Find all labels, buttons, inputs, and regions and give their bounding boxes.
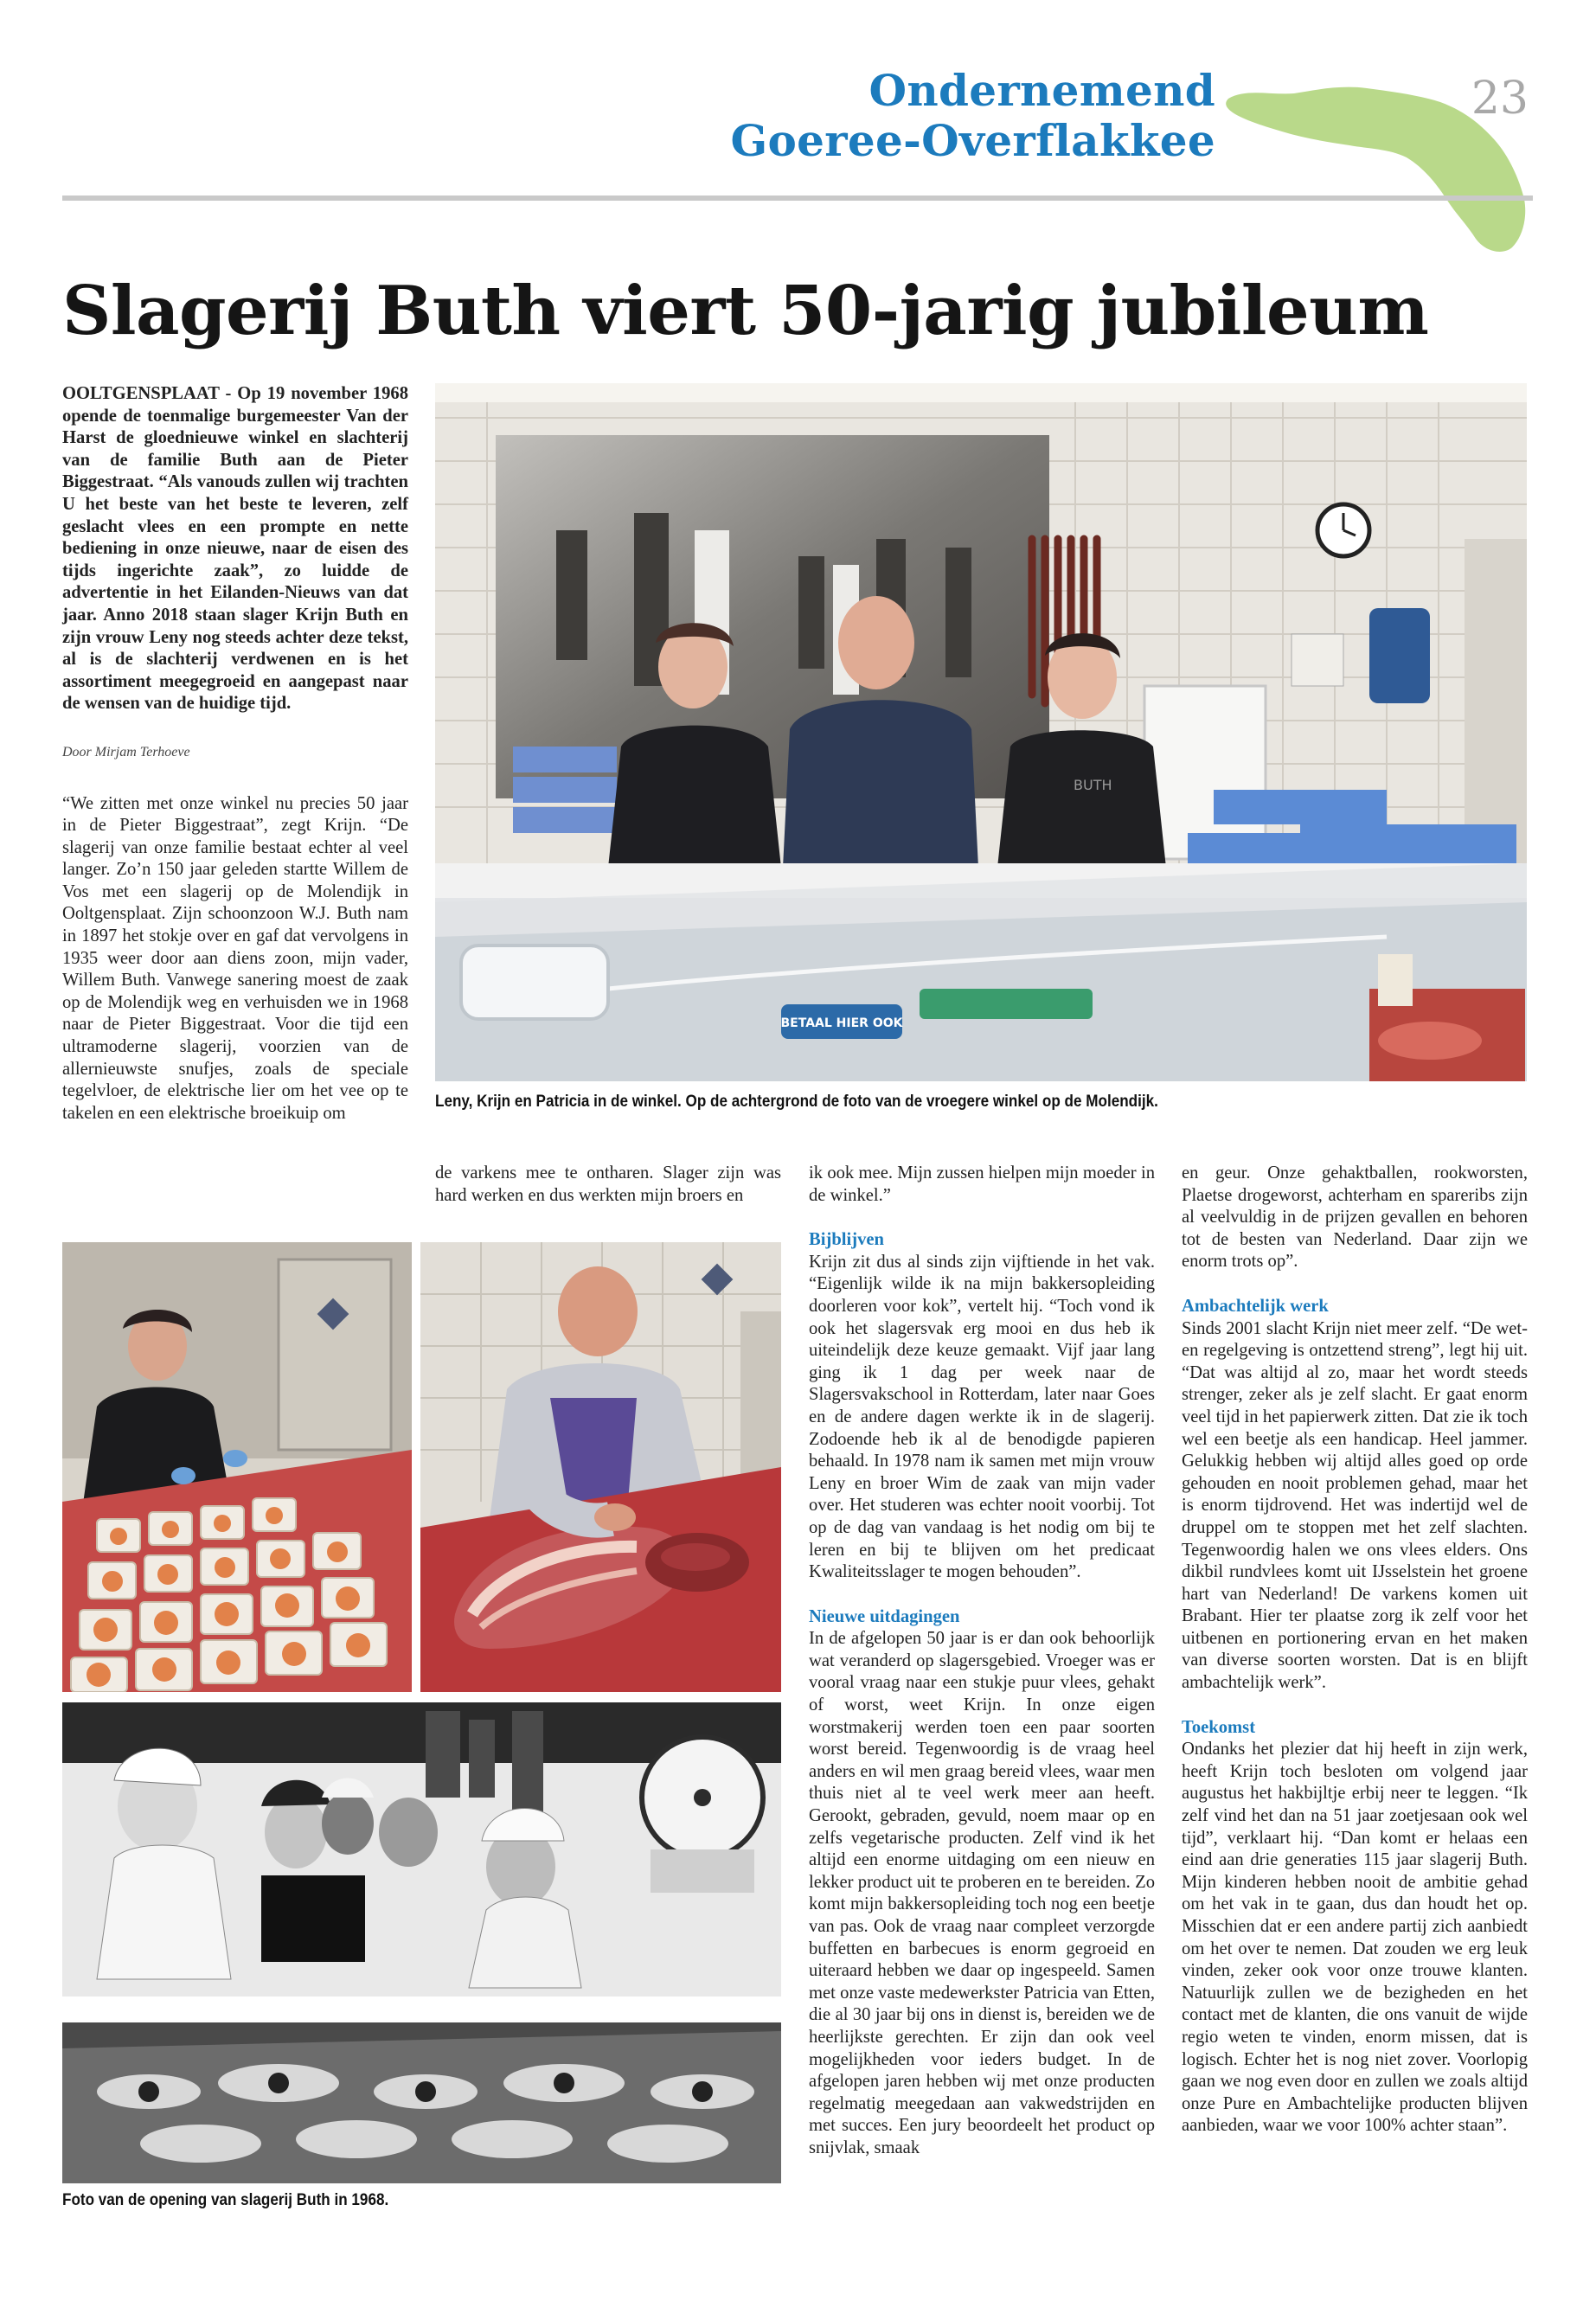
subhead-toekomst: Toekomst (1182, 1717, 1256, 1737)
header-divider (62, 195, 1533, 201)
main-photo-shop-interior (435, 383, 1527, 1081)
body-paragraph: “We zitten met onze winkel nu precies 50 jaar in de Pieter Biggestraat”, zegt Krijn. “De slagerij van onze familie bestaat echter al veel langer. Zo’n 150 jaar geleden startte Willem de Vos met een slagerij op de Molendijk in Ooltgensplaat. Zijn schoonzoon W.J. Buth nam in 1897 het stokje over en gaf dat vervolgens in 1935 weer door aan diens zoon, mijn vader, Willem Buth. Vanwege sanering moest de zaak op de Molendijk weg en verhuisden we in 1968 naar de Pieter Biggestraat. Voor die tijd een ultramoderne slagerij, voorzien van de allernieuwste snufjes, zoals de speciale tegelvloer, de elektrische lier om het vee op te takelen en een elektrische broeikuip om (62, 793, 408, 1123)
body-paragraph: Ondanks het plezier dat hij heeft in zijn werk, heeft Krijn toch besloten om volgend jaar augustus het hakbijltje erbij neer te leggen. “Ik zelf vind het dan na 51 jaar zoetjesaan ook wel tijd”, verklaart hij. “Dan komt er helaas een eind aan drie generaties 115 jaar slagerij Buth. Mijn kinderen hebben nooit de ambitie gehad om het vak in te gaan, dus dan houdt het op. Misschien dat er een andere partij zich aanbiedt om het over te nemen. Dat zouden we erg leuk vinden, zeker ook voor onze trouwe klanten. Natuurlijk zullen we de bezigheden en het contact met de klanten, die ons vanuit de wijde regio weten te vinden, enorm missen, dat is logisch. Echter het is nog niet zover. Voorlopig gaan we nog even door en zullen we zoals altijd onze Pure en Ambachtelijke producten blijven aanbieden, waar we voor 100% achter staan”. (1182, 1740, 1528, 2136)
body-paragraph: In de afgelopen 50 jaar is er dan ook behoorlijk wat veranderd op slagersgebied. Vroeger was er vooral vraag naar een stukje puur vlees, gehakt of worst, weet Krijn. In onze eigen worstmakerij werden toen een paar soorten worst bereid. Tegenwoordig is de vraag heel anders en wil men graag bereid vlees, waar men thuis niet al te veel werk meer aan heeft. Gerookt, gebraden, gevuld, noem maar op en zelfs vegetarische producten. Zelf vind ik het altijd een enorme uitdaging om een nieuw en lekker product uit te proberen en te bereiden. Zo komt mijn bakkersopleiding toch nog een beetje van pas. Ook de vraag naar compleet verzorgde buffetten en barbecues is enorm gegroeid en uiteraard hebben we daar op ingespeeld. Samen met onze vaste medewerkster Patricia van Etten, die al 30 jaar bij ons in dienst is, bereiden we de heerlijkste gerechten. Er zijn dan ook veel mogelijkheden voor ieders budget. In de afgelopen jaren hebben wij met onze producten regelmatig meegedaan aan vakwedstrijden en met succes. Een jury beoordeelt het product op snijvlak, smaak (809, 1629, 1155, 2157)
apron-text: BUTH (1074, 777, 1112, 793)
column-1 (62, 383, 408, 1125)
subhead-ambachtelijk-werk: Ambachtelijk werk (1182, 1296, 1329, 1316)
section-title (730, 66, 1215, 166)
body-paragraph: Sinds 2001 slacht Krijn niet meer zelf. “De wet- en regelgeving is ontzettend streng”, legt hij uit. “Dat was altijd al zo, maar het wordt steeds strenger, zeker als je zelf slacht. Er gaat enorm veel tijd in het papierwerk zitten. Dat zie ik toch wel een beetje als een handicap. Heel jammer. Gelukkig hebben wij altijd alles goed op orde gehouden en nooit problemen gehad, maar het is enorm tijdrovend. Het was indertijd wel de druppel om te stoppen met het zelf slachten. Tegenwoordig halen we ons vlees elders. Ons dikbil rundvlees komt uit IJsselstein het groene hart van Nederland! De varkens komen uit Brabant. Hier ter plaatse zorg ik zelf voor het uitbenen en portionering ervan en het maken van diverse soorten worsten. Dat is en blijft ambachtelijk werk”. (1182, 1318, 1528, 1693)
opening-photo-caption: Foto van de opening van slagerij Buth in 1968. (62, 2191, 389, 2209)
headline: Slagerij Buth viert 50-jarig jubileum (62, 272, 1429, 350)
dateline: OOLTGENSPLAAT - (62, 384, 232, 403)
main-photo-caption: Leny, Krijn en Patricia in de winkel. Op de achtergrond de foto van de vroegere winkel op de Molendijk. (435, 1093, 1158, 1111)
section-title-line2: Goeree-Overflakkee (730, 115, 1215, 166)
body-paragraph: en geur. Onze gehaktballen, rookworsten, Plaetse drogeworst, achterham en spareribs zijn al veelvuldig in de prijzen gevallen en behoren tot de besten van Nederland. Daar zijn we enorm trots op”. (1182, 1163, 1528, 1272)
column-3 (809, 1163, 1155, 2160)
subhead-bijblijven: Bijblijven (809, 1230, 884, 1250)
counter-sign-text: BETAAL HIER OOK (780, 1016, 903, 1030)
lead-text: Op 19 november 1968 opende de toenmalige burgemeester Van der Harst de gloednieuwe winkel en slachterij van de familie Buth aan de Pieter Biggestraat. “Als vanouds zullen wij trachten U het beste van het beste te leveren, zelf geslacht vlees en een prompte en nette bediening in onze nieuwe, naar de eisen des tijds ingerichte zaak”, zo luidde de advertentie in het Eilanden-Nieuws van dat jaar. Anno 2018 staan slager Krijn Buth en zijn vrouw Leny nog steeds achter deze tekst, al is de slachterij verdwenen en is het assortiment meegegroeid en aangepast naar de wensen van de huidige tijd. (62, 384, 408, 714)
section-title-line1: Ondernemend (869, 65, 1215, 116)
lead-paragraph (62, 383, 408, 715)
subhead-nieuwe-uitdagingen: Nieuwe uitdagingen (809, 1606, 960, 1626)
body-paragraph: ik ook mee. Mijn zussen hielpen mijn moeder in de winkel.” (809, 1163, 1155, 1205)
column-2 (435, 1163, 781, 1207)
body-paragraph: de varkens mee te ontharen. Slager zijn was hard werken en dus werkten mijn broers en (435, 1163, 781, 1205)
byline: Door Mirjam Terhoeve (62, 744, 190, 760)
photo-preparing-trays (62, 1242, 412, 1692)
page-number: 23 (1471, 73, 1529, 125)
photo-opening-1968 (62, 1702, 781, 2183)
photo-butcher-cutting-meat (420, 1242, 781, 1692)
column-4 (1182, 1163, 1528, 2138)
body-paragraph: Krijn zit dus al sinds zijn vijftiende in het vak. “Eigenlijk wilde ik na mijn bakkersopleiding doorleren voor kok”, vertelt hij. “Toch vond ik ook het slagersvak erg mooi en dus heb ik uiteindelijk deze keuze gemaakt. Vijf jaar lang ging ik 1 dag per week naar de Slagersvakschool in Rotterdam, later naar Goes en de andere dagen werkte ik in de slagerij. Zodoende heb ik al de benodigde papieren behaald. In 1978 nam ik samen met mijn vrouw Leny en broer Wim de zaak van mijn vader over. Het studeren was echter nooit voorbij. Tot op de dag van vandaag is het nodig om bij te leren en bij te blijven om het predicaat Kwaliteitsslager te mogen behouden”. (809, 1252, 1155, 1582)
